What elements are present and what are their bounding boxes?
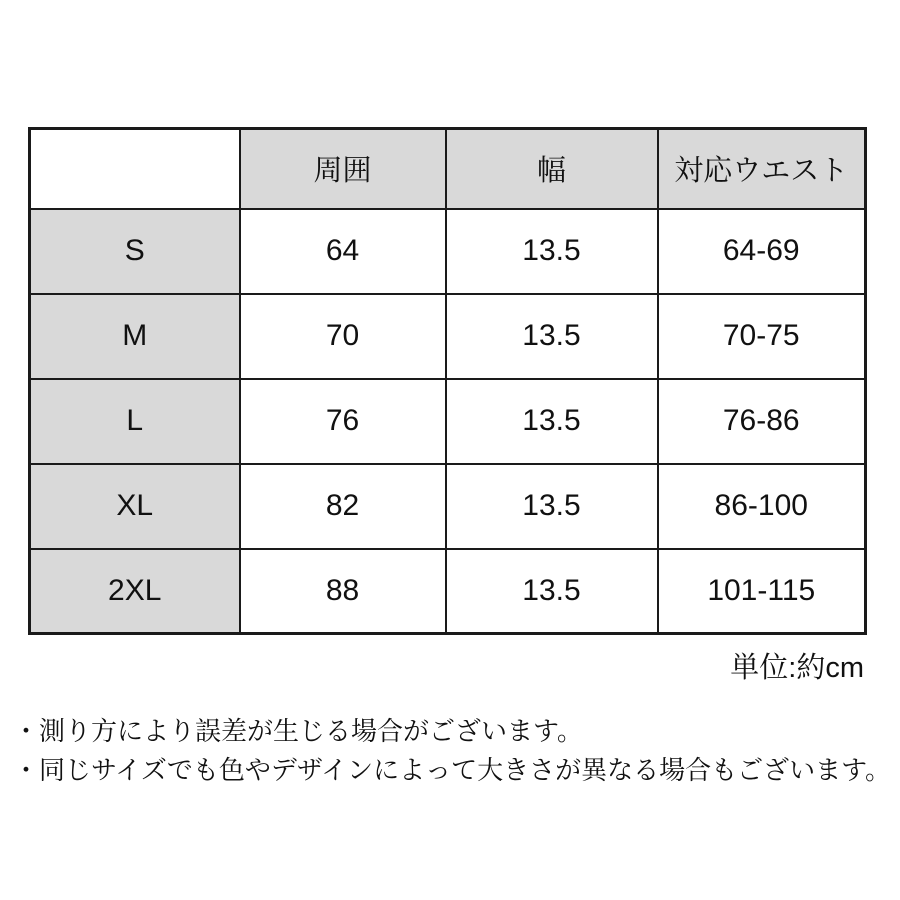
- table-row-s: [30, 209, 866, 294]
- table-row-2xl: [30, 549, 866, 634]
- unit-label: 単位:約cm: [730, 652, 864, 684]
- circumference-value: 82: [240, 464, 446, 549]
- width-value: 13.5: [446, 294, 658, 379]
- table-corner-cell: [30, 129, 240, 209]
- column-header-circumference: 周囲: [240, 129, 446, 209]
- column-header-waist: 対応ウエスト: [658, 129, 866, 209]
- table-header-row: [30, 129, 866, 209]
- size-label: L: [30, 379, 240, 464]
- table-row-l: [30, 379, 866, 464]
- circumference-value: 88: [240, 549, 446, 634]
- width-value: 13.5: [446, 549, 658, 634]
- circumference-value: 64: [240, 209, 446, 294]
- column-header-width: 幅: [446, 129, 658, 209]
- waist-range-value: 76-86: [658, 379, 866, 464]
- size-label: M: [30, 294, 240, 379]
- circumference-value: 70: [240, 294, 446, 379]
- waist-range-value: 70-75: [658, 294, 866, 379]
- waist-range-value: 86-100: [658, 464, 866, 549]
- waist-range-value: 101-115: [658, 549, 866, 634]
- width-value: 13.5: [446, 464, 658, 549]
- note-measurement-error: ・測り方により誤差が生じる場合がございます。: [13, 716, 583, 746]
- circumference-value: 76: [240, 379, 446, 464]
- notes-section: [13, 712, 891, 790]
- size-label: 2XL: [30, 549, 240, 634]
- size-label: XL: [30, 464, 240, 549]
- table-row-xl: [30, 464, 866, 549]
- table-row-m: [30, 294, 866, 379]
- size-label: S: [30, 209, 240, 294]
- note-size-variation: ・同じサイズでも色やデザインによって大きさが異なる場合もございます。: [13, 755, 892, 785]
- waist-range-value: 64-69: [658, 209, 866, 294]
- width-value: 13.5: [446, 209, 658, 294]
- width-value: 13.5: [446, 379, 658, 464]
- size-table: [28, 127, 867, 635]
